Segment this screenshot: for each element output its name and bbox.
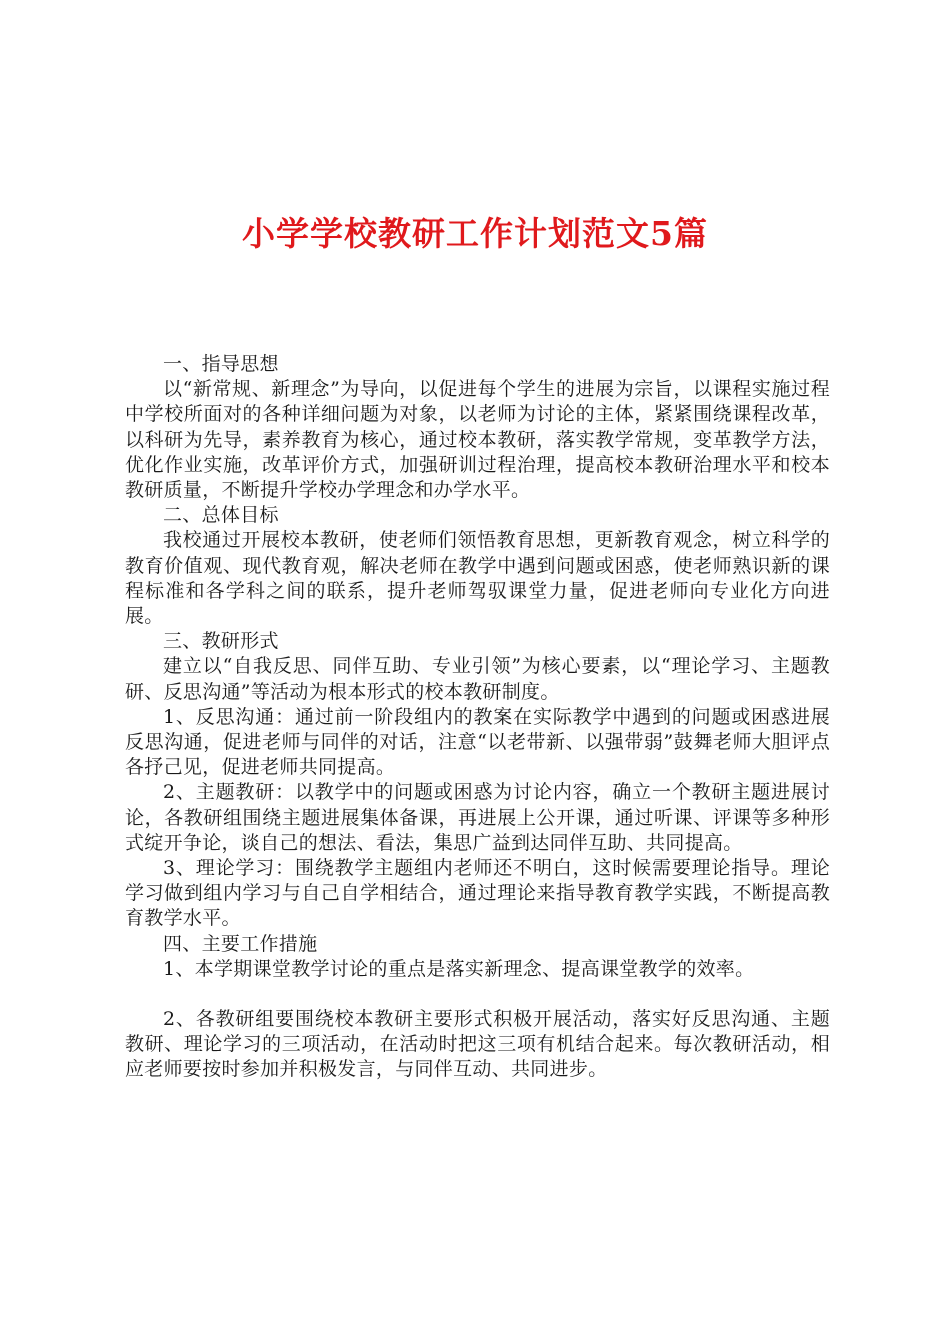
section-heading-overall-goal: 二、总体目标 bbox=[163, 504, 279, 527]
list-item-measure-1: 1、本学期课堂教学讨论的重点是落实新理念、提高课堂教学的效率。 bbox=[163, 957, 755, 980]
list-item-theory-study: 3、理论学习：围绕教学主题组内老师还不明白，这时候需要理论指导。理论学习做到组内学习与自己自学相结合，通过理论来指导教育教学实践，不断提高教育教学水平。 bbox=[125, 857, 830, 930]
paragraph-overall-goal: 我校通过开展校本教研，使老师们领悟教育思想，更新教育观念，树立科学的教育价值观、现代教育观，解决老师在教学中遇到问题或困惑，使老师熟识新的课程标准和各学科之间的联系，提升老师驾驭课堂力量，促进老师向专业化方向进展。 bbox=[125, 529, 830, 628]
document-title: 小学学校教研工作计划范文5篇 bbox=[242, 214, 708, 253]
section-heading-research-form: 三、教研形式 bbox=[163, 630, 279, 653]
paragraph-guiding-ideology: 以“新常规、新理念”为导向，以促进每个学生的进展为宗旨，以课程实施过程中学校所面对的各种详细问题为对象，以老师为讨论的主体，紧紧围绕课程改革，以科研为先导，素养教育为核心，通过校本教研，落实教学常规，变革教学方法，优化作业实施，改革评价方式，加强研训过程治理，提高校本教研治理水平和校本教研质量，不断提升学校办学理念和办学水平。 bbox=[125, 378, 830, 502]
list-item-theme-research: 2、主题教研：以教学中的问题或困惑为讨论内容，确立一个教研主题进展讨论，各教研组围绕主题进展集体备课，再进展上公开课，通过听课、评课等多种形式绽开争论，谈自己的想法、看法，集思广益到达同伴互助、共同提高。 bbox=[125, 781, 830, 854]
section-heading-guiding-ideology: 一、指导思想 bbox=[163, 353, 279, 375]
document-body bbox=[125, 352, 830, 1083]
list-item-reflection: 1、反思沟通：通过前一阶段组内的教案在实际教学中遇到的问题或困惑进展反思沟通，促进老师与同伴的对话，注意“以老带新、以强带弱”鼓舞老师大胆评点各抒己见，促进老师共同提高。 bbox=[125, 705, 830, 779]
list-item-measure-2: 2、各教研组要围绕校本教研主要形式积极开展活动，落实好反思沟通、主题教研、理论学习的三项活动，在活动时把这三项有机结合起来。每次教研活动，相应老师要按时参加并积极发言，与同伴互动、共同进步。 bbox=[125, 1008, 830, 1081]
paragraph-research-form: 建立以“自我反思、同伴互助、专业引领”为核心要素，以“理论学习、主题教研、反思沟通”等活动为根本形式的校本教研制度。 bbox=[125, 655, 830, 703]
section-heading-main-measures: 四、主要工作措施 bbox=[163, 932, 318, 955]
